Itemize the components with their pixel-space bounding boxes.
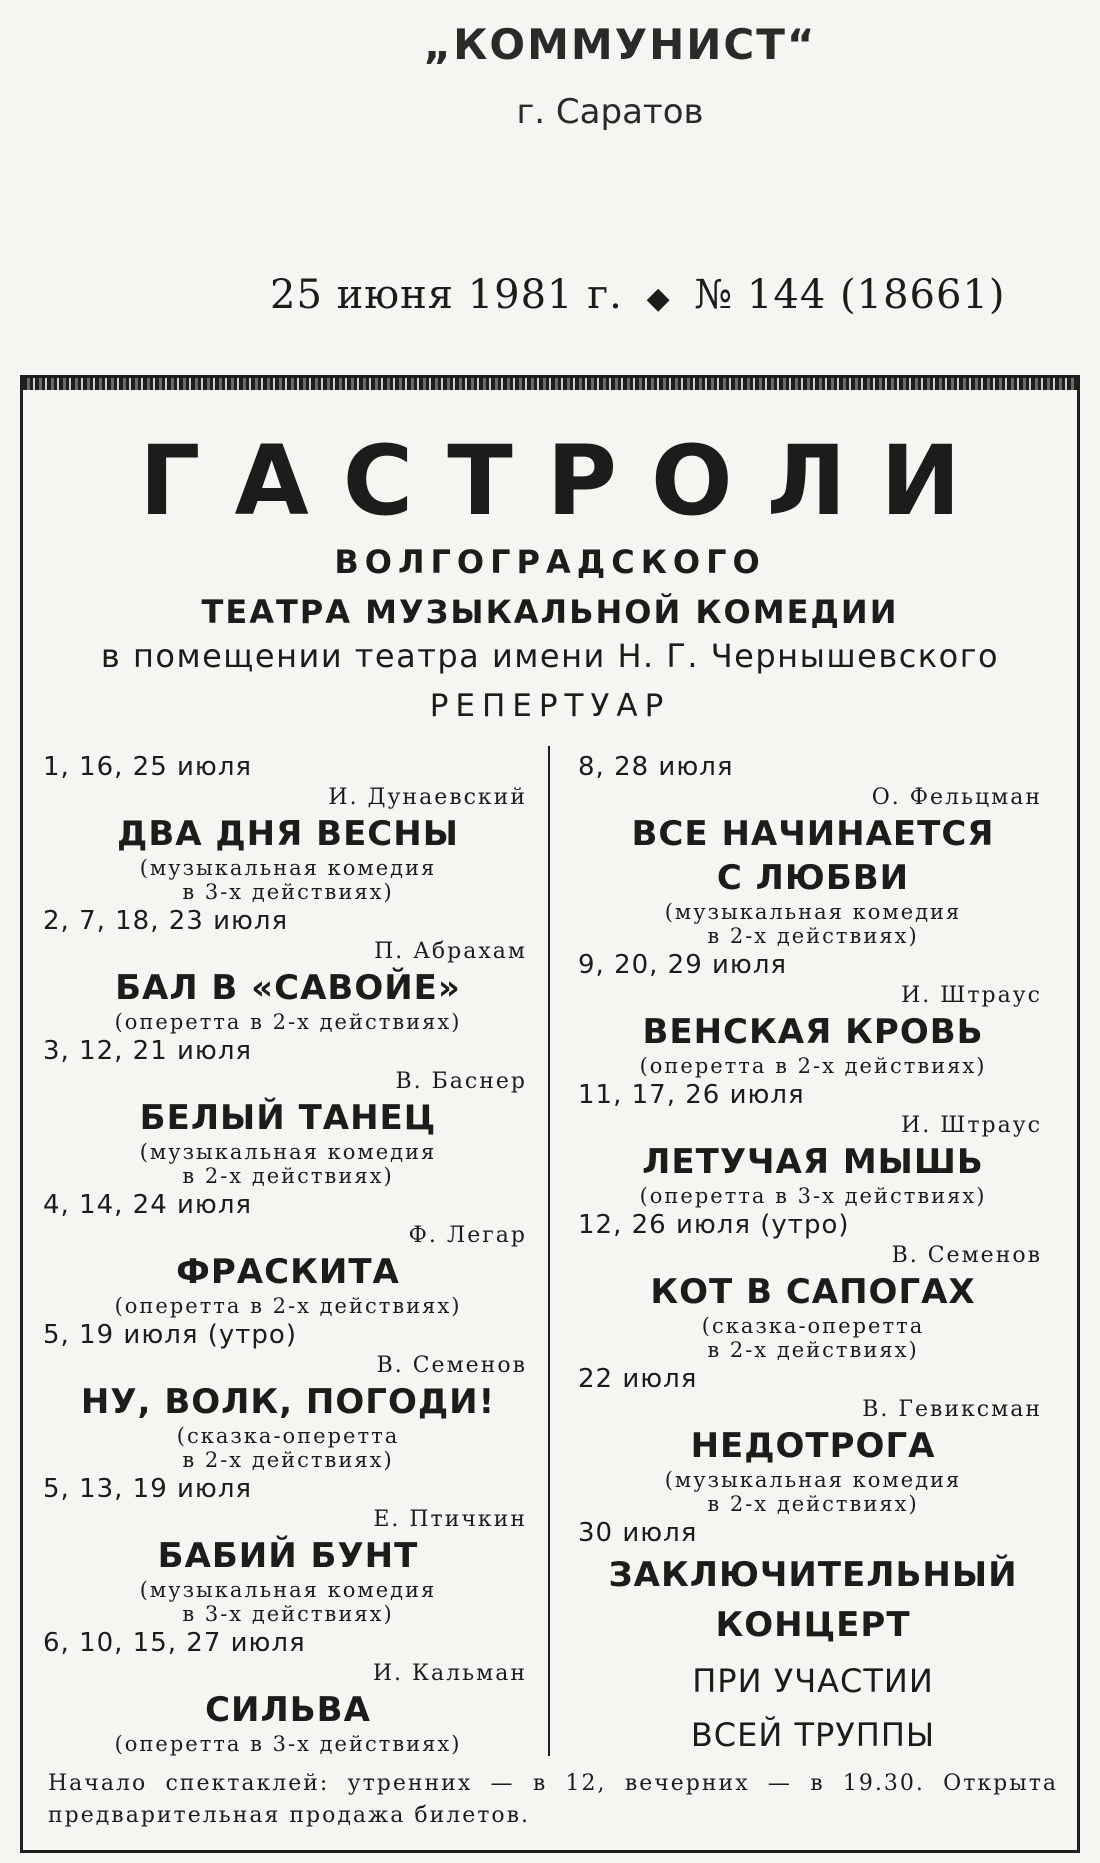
show-entry: [43, 904, 533, 1034]
show-genre: (оперетта в 3-х действиях): [114, 1732, 462, 1756]
finale-entry: [578, 1516, 1048, 1762]
show-title: БАБИЙ БУНТ: [157, 1536, 419, 1576]
show-composer: И. Кальман: [372, 1661, 527, 1686]
city-stamp: г. Саратов: [516, 92, 704, 132]
show-dates: 12, 26 июля (утро): [578, 1210, 850, 1240]
show-title: СИЛЬВА: [205, 1690, 371, 1730]
show-title: НУ, ВОЛК, ПОГОДИ!: [80, 1382, 496, 1422]
show-genre: (оперетта в 3-х действиях): [639, 1184, 987, 1208]
show-dates: 1, 16, 25 июля: [43, 752, 253, 782]
show-title: ДВА ДНЯ ВЕСНЫ: [117, 814, 459, 854]
show-genre: (музыкальная комедия в 2-х действиях): [139, 1140, 437, 1188]
show-composer: О. Фельцман: [871, 785, 1042, 810]
show-title: ФРАСКИТА: [176, 1252, 400, 1292]
newspaper-name-stamp: „КОММУНИСТ“: [423, 20, 817, 69]
show-title: БАЛ В «САВОЙЕ»: [115, 968, 461, 1008]
show-composer: В. Семенов: [891, 1243, 1042, 1268]
show-composer: И. Штраус: [901, 983, 1042, 1008]
announcement-title: ГАСТРОЛИ: [139, 425, 995, 537]
show-genre: (музыкальная комедия в 3-х действиях): [139, 1578, 437, 1626]
show-dates: 2, 7, 18, 23 июля: [43, 906, 289, 936]
show-entry: [43, 1188, 533, 1318]
show-genre: (оперетта в 2-х действиях): [114, 1294, 462, 1318]
announcement-venue: в помещении театра имени Н. Г. Чернышевского: [100, 637, 1000, 675]
column-divider: [548, 746, 550, 1756]
show-composer: П. Абрахам: [374, 939, 527, 964]
show-dates: 5, 13, 19 июля: [43, 1474, 253, 1504]
finale-note: ПРИ УЧАСТИИ ВСЕЙ ТРУППЫ: [690, 1662, 936, 1754]
show-genre: (музыкальная комедия в 2-х действиях): [664, 1468, 962, 1516]
show-dates: 5, 19 июля (утро): [43, 1320, 297, 1350]
show-title: ВЕНСКАЯ КРОВЬ: [642, 1012, 984, 1052]
schedule-footer: Начало спектаклей: утренних — в 12, вечерних — в 19.30. Открыта предварительная продажа билетов.: [48, 1771, 1058, 1828]
show-entry: [578, 1078, 1048, 1208]
show-dates: 3, 12, 21 июля: [43, 1036, 253, 1066]
repertoire-left-column: [43, 750, 533, 1756]
show-composer: В. Гевиксман: [862, 1397, 1042, 1422]
show-entry: [578, 1208, 1048, 1362]
show-entry: [43, 1472, 533, 1626]
show-composer: Ф. Легар: [408, 1223, 527, 1248]
show-dates: 9, 20, 29 июля: [578, 950, 788, 980]
show-entry: [578, 750, 1048, 948]
tour-announcement: [20, 375, 1080, 1853]
issue-line: [270, 272, 1080, 318]
show-entry: [43, 750, 533, 904]
issue-number: № 144 (18661): [694, 272, 1006, 318]
issue-date: 25 июня 1981 г.: [270, 272, 623, 318]
repertoire-heading: РЕПЕРТУАР: [429, 688, 671, 724]
show-entry: [578, 1362, 1048, 1516]
show-dates: 22 июля: [578, 1364, 698, 1394]
show-genre: (сказка-оперетта в 2-х действиях): [176, 1424, 400, 1472]
show-composer: И. Дунаевский: [328, 785, 527, 810]
show-composer: Е. Птичкин: [373, 1507, 527, 1532]
show-genre: (оперетта в 2-х действиях): [114, 1010, 462, 1034]
show-title: БЕЛЫЙ ТАНЕЦ: [139, 1098, 437, 1138]
show-dates: 4, 14, 24 июля: [43, 1190, 253, 1220]
repertoire-right-column: [578, 750, 1048, 1762]
show-composer: И. Штраус: [901, 1113, 1042, 1138]
announcement-subtitle-theatre: ТЕАТРА МУЗЫКАЛЬНОЙ КОМЕДИИ: [201, 593, 899, 631]
finale-title: ЗАКЛЮЧИТЕЛЬНЫЙ КОНЦЕРТ: [608, 1555, 1018, 1645]
show-dates: 6, 10, 15, 27 июля: [43, 1628, 306, 1658]
show-entry: [578, 948, 1048, 1078]
diamond-separator-icon: ◆: [646, 280, 671, 316]
announcement-subtitle-city: ВОЛГОГРАДСКОГО: [334, 543, 766, 581]
show-genre: (сказка-оперетта в 2-х действиях): [701, 1314, 925, 1362]
show-title: ВСЕ НАЧИНАЕТСЯ С ЛЮБВИ: [631, 814, 995, 898]
show-title: ЛЕТУЧАЯ МЫШЬ: [642, 1142, 984, 1182]
show-genre: (музыкальная комедия в 3-х действиях): [139, 856, 437, 904]
show-entry: [43, 1034, 533, 1188]
show-composer: В. Семенов: [376, 1353, 527, 1378]
show-composer: В. Баснер: [395, 1069, 527, 1094]
show-genre: (оперетта в 2-х действиях): [639, 1054, 987, 1078]
finale-dates: 30 июля: [578, 1518, 698, 1548]
show-entry: [43, 1626, 533, 1756]
show-entry: [43, 1318, 533, 1472]
show-dates: 11, 17, 26 июля: [578, 1080, 805, 1110]
show-dates: 8, 28 июля: [578, 752, 734, 782]
show-genre: (музыкальная комедия в 2-х действиях): [664, 900, 962, 948]
show-title: КОТ В САПОГАХ: [650, 1272, 976, 1312]
show-title: НЕДОТРОГА: [690, 1426, 936, 1466]
